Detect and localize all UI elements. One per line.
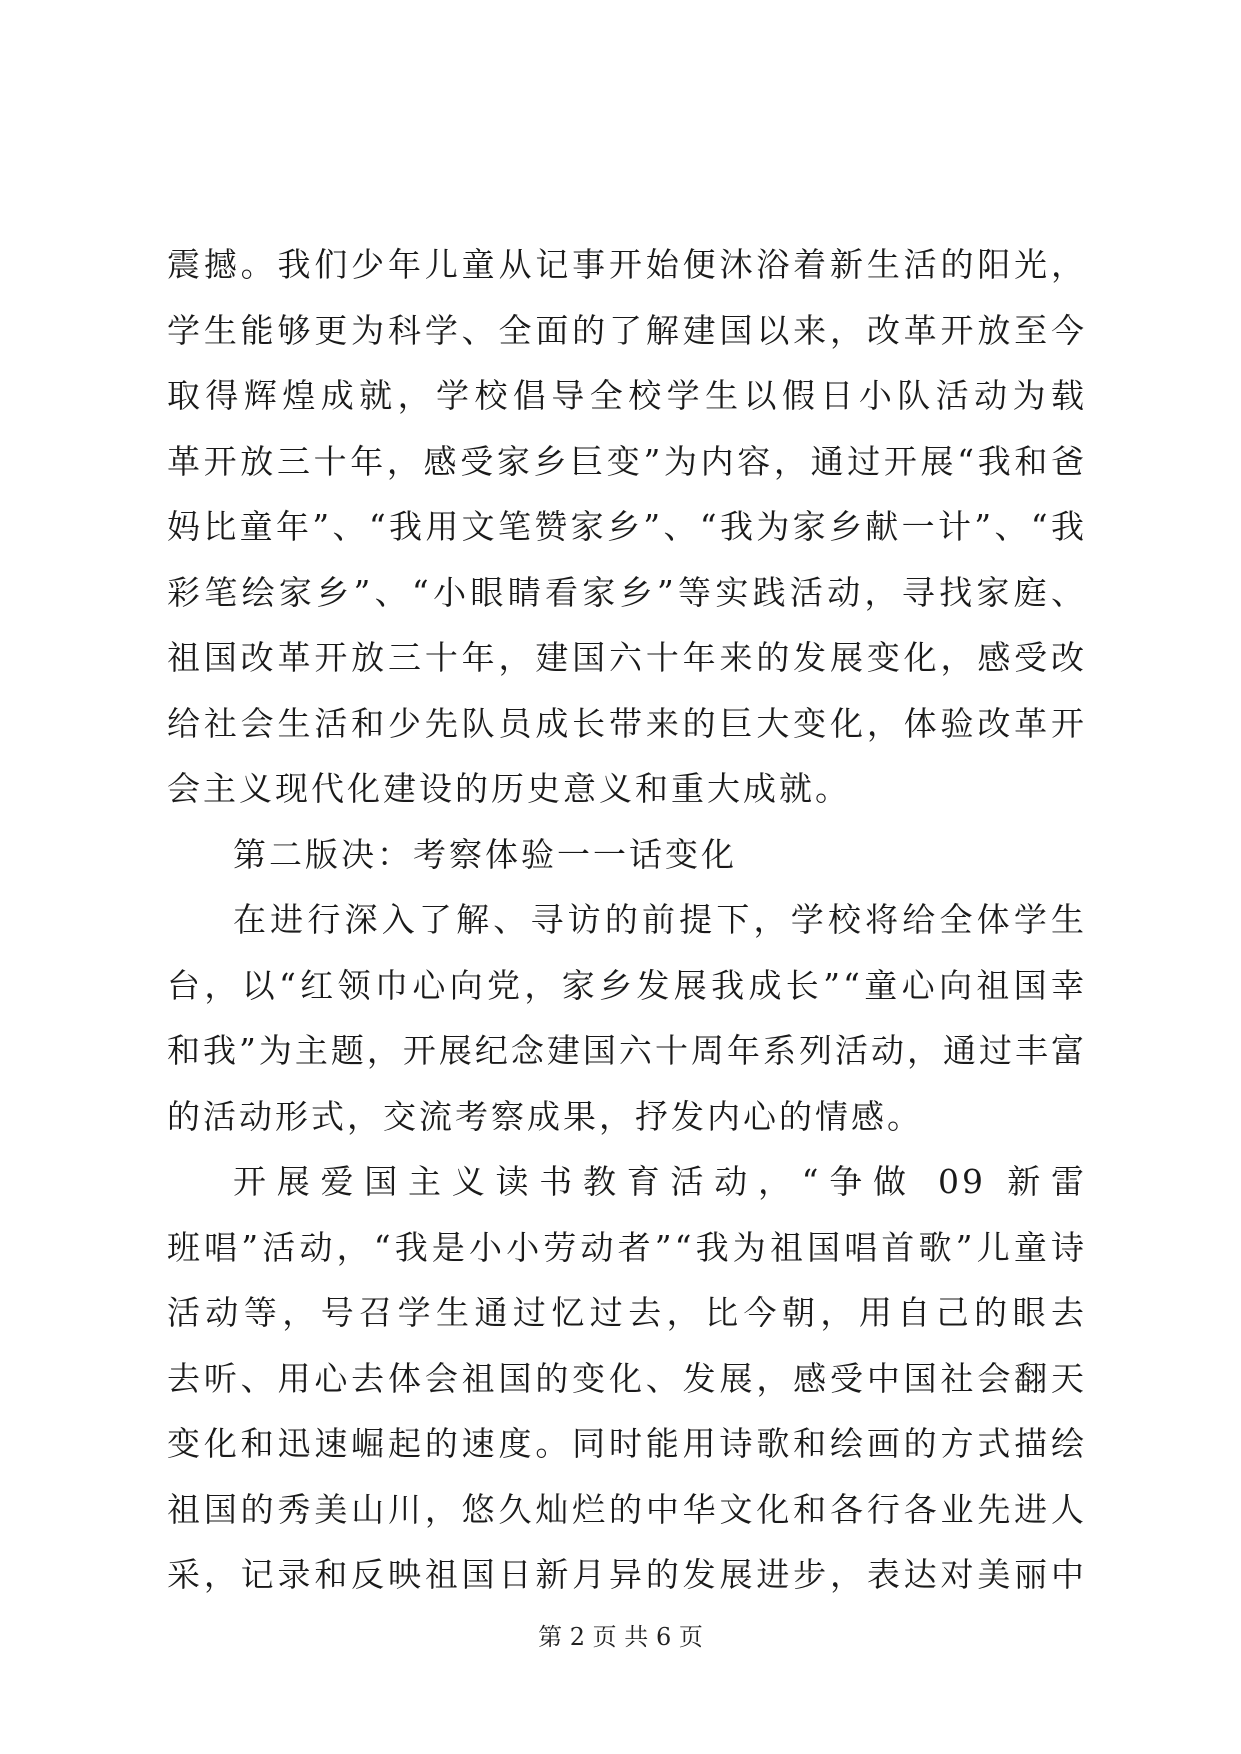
text-line: 祖国改革开放三十年，建国六十年来的发展变化，感受改 <box>167 638 1087 677</box>
text-line: 活动等，号召学生通过忆过去，比今朝，用自己的眼去 <box>167 1293 1087 1332</box>
text-line: 会主义现代化建设的历史意义和重大成就。 <box>167 769 851 808</box>
text-line: 祖国的秀美山川，悠久灿烂的中华文化和各行各业先进人 <box>167 1489 1087 1529</box>
text-line: 台，以“红领巾心向党，家乡发展我成长”“童心向祖国幸 <box>167 965 1087 1005</box>
text-line: 班唱”活动，“我是小小劳动者”“我为祖国唱首歌”儿童诗 <box>167 1227 1087 1267</box>
text-line: 开展爱国主义读书教育活动，“争做 09 新雷 <box>233 1162 1087 1201</box>
text-line: 妈比童年”、“我用文笔赞家乡”、“我为家乡献一计”、“我 <box>167 507 1087 546</box>
text-line: 变化和迅速崛起的速度。同时能用诗歌和绘画的方式描绘 <box>167 1424 1087 1463</box>
text-line: 和我”为主题，开展纪念建国六十周年系列活动，通过丰富 <box>167 1031 1087 1070</box>
text-line: 彩笔绘家乡”、“小眼睛看家乡”等实践活动，寻找家庭、 <box>167 572 1087 612</box>
section-heading: 第二版决：考察体验一一话变化 <box>233 834 737 874</box>
paragraph-3 <box>167 1149 1087 1608</box>
text-line: 在进行深入了解、寻访的前提下，学校将给全体学生 <box>233 900 1087 939</box>
text-line: 采，记录和反映祖国日新月异的发展进步，表达对美丽中 <box>167 1555 1087 1594</box>
document-body <box>167 232 1087 1608</box>
text-line: 取得辉煌成就，学校倡导全校学生以假日小队活动为载 <box>167 376 1087 415</box>
page-number-footer: 第 2 页 共 6 页 <box>538 1623 703 1651</box>
text-line: 的活动形式，交流考察成果，抒发内心的情感。 <box>167 1096 923 1136</box>
text-line: 震撼。我们少年儿童从记事开始便沐浴着新生活的阳光， <box>167 245 1087 284</box>
text-line: 革开放三十年，感受家乡巨变”为内容，通过开展“我和爸 <box>167 441 1087 481</box>
text-line: 去听、用心去体会祖国的变化、发展，感受中国社会翻天 <box>167 1358 1087 1398</box>
text-line: 学生能够更为科学、全面的了解建国以来，改革开放至今 <box>167 310 1087 350</box>
text-line: 给社会生活和少先队员成长带来的巨大变化，体验改革开 <box>167 703 1087 743</box>
paragraph-1 <box>167 232 1087 822</box>
paragraph-2 <box>167 887 1087 1149</box>
